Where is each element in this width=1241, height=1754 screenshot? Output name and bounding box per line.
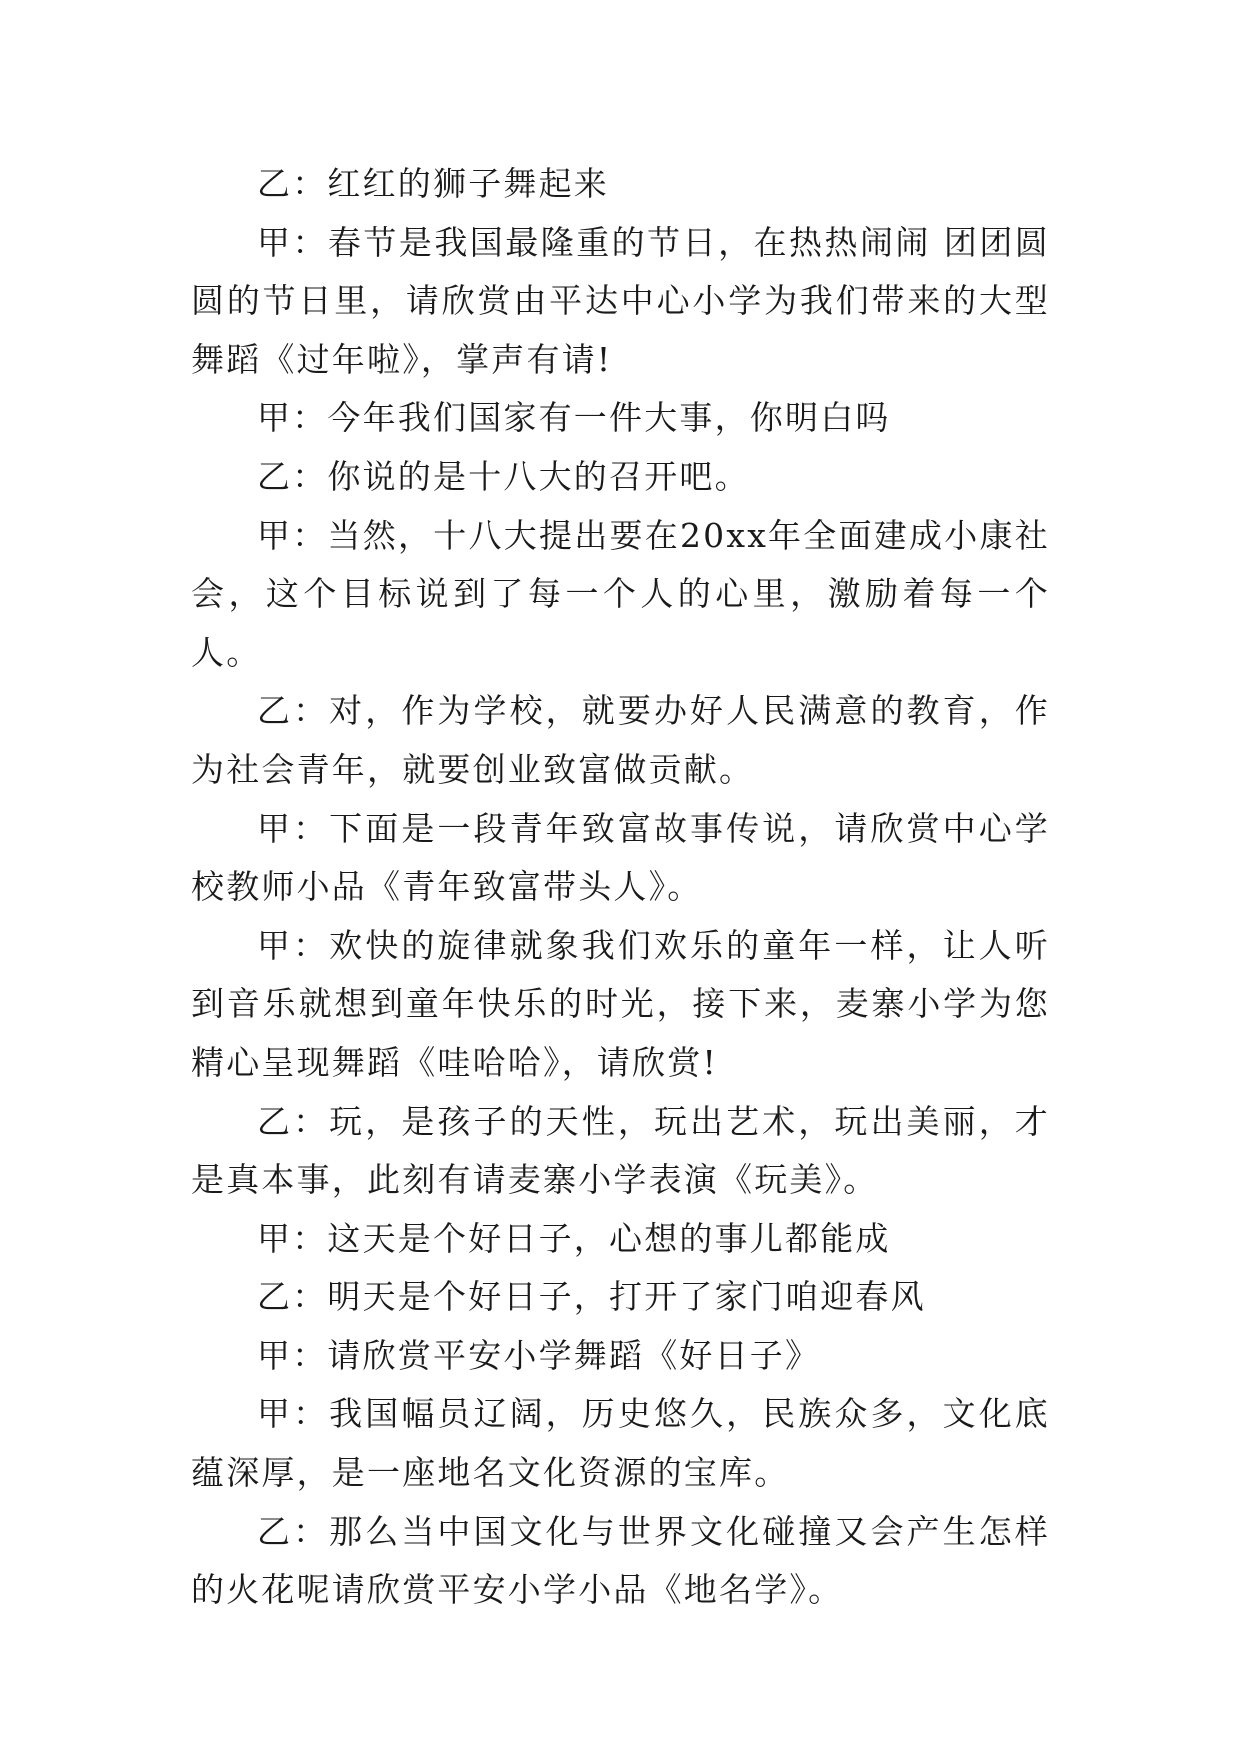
paragraph-2: 甲：春节是我国最隆重的节日，在热热闹闹 团团圆圆的节日里，请欣赏由平达中心小学为我们带来的大型舞蹈《过年啦》，掌声有请! <box>191 222 1050 379</box>
paragraph-4: 乙：你说的是十八大的召开吧。 <box>257 456 750 496</box>
paragraph-7: 甲：下面是一段青年致富故事传说，请欣赏中心学校教师小品《青年致富带头人》。 <box>191 808 1050 907</box>
paragraph-10: 甲：这天是个好日子，心想的事儿都能成 <box>257 1218 891 1258</box>
paragraph-9: 乙：玩，是孩子的天性，玩出艺术，玩出美丽，才是真本事，此刻有请麦寨小学表演《玩美》。 <box>191 1101 1050 1200</box>
document-page <box>191 155 1050 1620</box>
paragraph-8: 甲：欢快的旋律就象我们欢乐的童年一样，让人听到音乐就想到童年快乐的时光，接下来，麦寨小学为您精心呈现舞蹈《哇哈哈》，请欣赏! <box>191 925 1050 1082</box>
paragraph-6: 乙：对，作为学校，就要办好人民满意的教育，作为社会青年，就要创业致富做贡献。 <box>191 691 1050 789</box>
paragraph-13: 甲：我国幅员辽阔，历史悠久，民族众多，文化底蕴深厚，是一座地名文化资源的宝库。 <box>191 1394 1050 1493</box>
paragraph-3: 甲：今年我们国家有一件大事，你明白吗 <box>257 398 891 438</box>
paragraph-14: 乙：那么当中国文化与世界文化碰撞又会产生怎样的火花呢请欣赏平安小学小品《地名学》。 <box>191 1511 1050 1610</box>
paragraph-5: 甲：当然，十八大提出要在20xx年全面建成小康社会，这个目标说到了每一个人的心里，激励着每一个人。 <box>191 515 1050 672</box>
paragraph-11: 乙：明天是个好日子，打开了家门咱迎春风 <box>257 1277 926 1317</box>
paragraph-12: 甲：请欣赏平安小学舞蹈《好日子》 <box>257 1335 821 1375</box>
paragraph-1: 乙：红红的狮子舞起来 <box>257 164 609 203</box>
